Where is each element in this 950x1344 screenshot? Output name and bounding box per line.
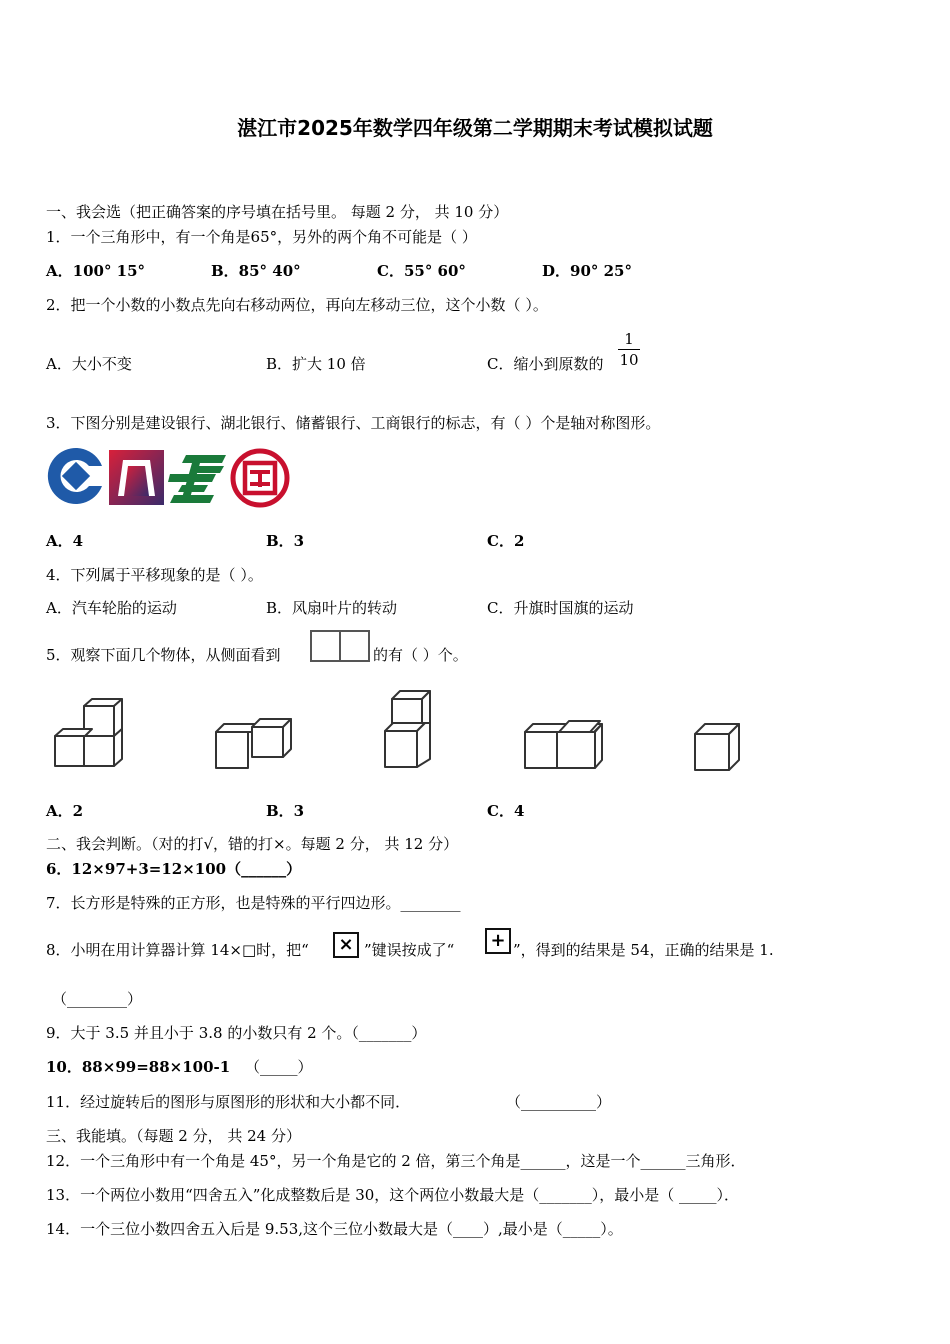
- q5-option-b: B．3: [266, 802, 305, 820]
- q11-blank: （__________）: [506, 1093, 612, 1111]
- q4-option-a: A．汽车轮胎的运动: [46, 599, 177, 617]
- q3-stem: 3．下图分别是建设银行、湖北银行、储蓄银行、工商银行的标志，有（ ）个是轴对称图形。: [46, 414, 661, 432]
- cube-figure-5: [693, 720, 743, 772]
- cube-figure-4: [524, 718, 604, 770]
- fraction-denominator: 10: [619, 351, 639, 369]
- fraction-bar: [618, 349, 640, 350]
- q5-option-a: A．2: [46, 802, 84, 820]
- plus-key-icon: +: [485, 928, 511, 954]
- q10-blank: （_____）: [245, 1058, 313, 1076]
- q11-stem: 11．经过旋转后的图形与原图形的形状和大小都不同．: [46, 1093, 411, 1111]
- q2-option-c: C．缩小到原数的: [487, 355, 604, 373]
- q14-stem: 14．一个三位小数四舍五入后是 9.53,这个三位小数最大是（____）,最小是（_____）。: [46, 1220, 623, 1238]
- q6-stem: 6．12×97+3=12×100（______）: [46, 860, 302, 878]
- side-view-two-squares-figure: [310, 630, 370, 662]
- q12-stem: 12．一个三角形中有一个角是 45°，另一个角是它的 2 倍，第三个角是______，这是一个______三角形．: [46, 1152, 746, 1170]
- postal-savings-logo: [168, 452, 228, 507]
- q4-stem: 4．下列属于平移现象的是（ ）。: [46, 566, 263, 584]
- icbc-logo: [230, 448, 290, 508]
- q1-option-d: D．90° 25°: [542, 262, 632, 280]
- q8-part3: ”，得到的结果是 54，正确的结果是 1.: [513, 941, 774, 959]
- section1-heading: 一、我会选（把正确答案的序号填在括号里。 每题 2 分， 共 10 分）: [46, 203, 509, 221]
- q4-option-c: C．升旗时国旗的运动: [487, 599, 634, 617]
- q1-option-a: A．100° 15°: [46, 262, 146, 280]
- hubei-bank-logo: [109, 450, 164, 505]
- q2-stem: 2．把一个小数的小数点先向右移动两位，再向左移动三位，这个小数（ ）。: [46, 296, 548, 314]
- q10-stem: 10．88×99=88×100-1: [46, 1058, 231, 1076]
- cube-figure-1: [54, 698, 124, 770]
- page-title: 湛江市2025年数学四年级第二学期期末考试模拟试题: [237, 116, 713, 140]
- section3-heading: 三、我能填。（每题 2 分， 共 24 分）: [46, 1127, 301, 1145]
- q1-option-b: B．85° 40°: [211, 262, 301, 280]
- q3-option-a: A．4: [46, 532, 84, 550]
- cube-figure-3: [383, 690, 433, 770]
- q1-option-c: C．55° 60°: [377, 262, 466, 280]
- q4-option-b: B．风扇叶片的转动: [266, 599, 398, 617]
- q5-stem-after: 的有（ ）个。: [373, 646, 468, 664]
- section2-heading: 二、我会判断。（对的打√，错的打×。每题 2 分， 共 12 分）: [46, 835, 459, 853]
- multiply-key-icon: ×: [333, 932, 359, 958]
- q1-stem: 1．一个三角形中，有一个角是65°，另外的两个角不可能是（ ）: [46, 228, 477, 246]
- q2-option-a: A．大小不变: [46, 355, 132, 373]
- q8-blank: （________）: [52, 990, 143, 1008]
- q5-stem-before: 5．观察下面几个物体，从侧面看到: [46, 646, 281, 664]
- q2-option-b: B．扩大 10 倍: [266, 355, 366, 373]
- q8-part2: ”键误按成了“: [364, 941, 455, 959]
- q13-stem: 13．一个两位小数用“四舍五入”化成整数后是 30，这个两位小数最大是（_______），最小是（ _____）．: [46, 1186, 740, 1204]
- q3-option-b: B．3: [266, 532, 305, 550]
- q9-stem: 9．大于 3.5 并且小于 3.8 的小数只有 2 个。（_______）: [46, 1024, 427, 1042]
- q5-option-c: C．4: [487, 802, 525, 820]
- ccb-logo: [46, 446, 106, 506]
- cube-figure-2: [215, 718, 293, 770]
- q7-stem: 7．长方形是特殊的正方形，也是特殊的平行四边形。________: [46, 894, 461, 912]
- q8-part1: 8．小明在用计算器计算 14×□时，把“: [46, 941, 309, 959]
- q2-fraction: [618, 330, 640, 369]
- fraction-numerator: 1: [624, 330, 634, 348]
- q3-option-c: C．2: [487, 532, 525, 550]
